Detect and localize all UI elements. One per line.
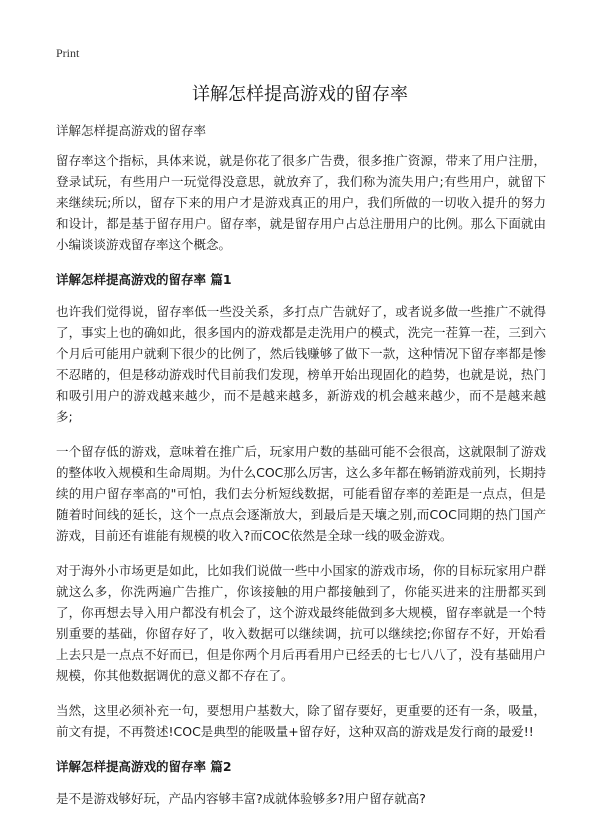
section1-paragraph: 对于海外小市场更是如此，比如我们说做一些中小国家的游戏市场，你的目标玩家用户群就这么多，你洗两遍广告推广，你该接触的用户都接触到了，你能买进来的注册都买到了，你再想去导入用户都没有机会了，这个游戏最终能做到多大规模，留存率就是一个特别重要的基础，你留存好了，收入数据可以继续调，抗可以继续挖;你留存不好，开始看上去只是一点点不好而已，但是你两个月后再看用户已经丢的七七八八了，没有基础用户规模，你其他数据调优的意义都不存在了。	[56, 563, 546, 683]
subtitle: 详解怎样提高游戏的留存率	[56, 123, 207, 138]
page-title: 详解怎样提高游戏的留存率	[192, 84, 408, 105]
section1-paragraph: 当然，这里必须补充一句，要想用户基数大，除了留存要好，更重要的还有一条，吸量，前文有提，不再赘述!COC是典型的能吸量+留存好，这种双高的游戏是发行商的最爱!!	[56, 703, 546, 739]
section1-paragraph: 也许我们觉得说，留存率低一些没关系，多打点广告就好了，或者说多做一些推广不就得了，事实上也的确如此，很多国内的游戏都是走洗用户的模式，洗完一茬算一茬，三到六个月后可能用户就剩下很少的比例了，然后钱赚够了做下一款，这种情况下留存率都是惨不忍睹的，但是移动游戏时代目前我们发现，榜单开始出现固化的趋势，也就是说，热门和吸引用户的游戏越来越少，而不是越来越多，新游戏的机会越来越少，而不是越来越多;	[56, 304, 546, 424]
section2-paragraph: 是不是游戏够好玩，产品内容够丰富?成就体验够多?用户留存就高?	[56, 791, 426, 806]
section-heading-1: 详解怎样提高游戏的留存率 篇1	[56, 272, 232, 287]
section-heading-2: 详解怎样提高游戏的留存率 篇2	[56, 759, 232, 774]
article-body	[56, 150, 546, 823]
section1-paragraph: 一个留存低的游戏，意味着在推广后，玩家用户数的基础可能不会很高，这就限制了游戏的整体收入规模和生命周期。为什么COC那么厉害，这么多年都在畅销游戏前列，长期持续的用户留存率高的"可怕，我们去分析短线数据，可能看留存率的差距是一点点，但是随着时间线的延长，这个一点点会逐渐放大，到最后是天壤之别,而COC同期的热门国产游戏，目前还有谁能有规模的收入?而COC依然是全球一线的吸金游戏。	[56, 444, 546, 543]
intro-paragraph: 留存率这个指标，具体来说，就是你花了很多广告费，很多推广资源，带来了用户注册，登录试玩，有些用户一玩觉得没意思，就放弃了，我们称为流失用户;有些用户，就留下来继续玩;所以，留存下来的用户才是游戏真正的用户，我们所做的一切收入提升的努力和设计，都是基于留存用户。留存率，就是留存用户占总注册用户的比例。那么下面就由小编谈谈游戏留存率这个概念。	[56, 153, 546, 252]
print-label[interactable]: Print	[56, 46, 80, 60]
